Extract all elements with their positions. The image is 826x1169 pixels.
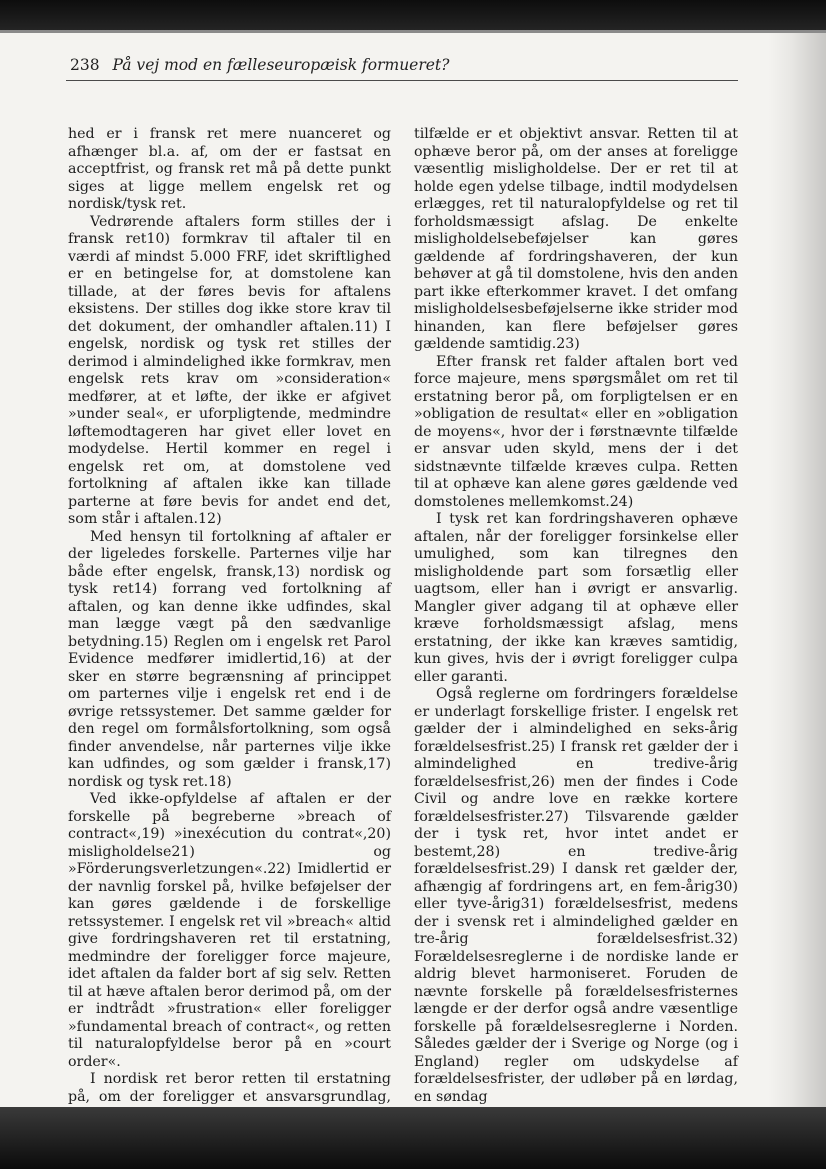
paragraph: Ved ikke-opfyldelse af aftalen er der forskelle på begreberne »breach of contract«,19) »inexécution du contrat«,20) misligholdelse21) og »Förderungsverletzungen«.22) Imidlertid er der navnlig forskel på, hvilke beføjelser der kan gøres gældende i de forskellige retssystemer. I engelsk ret vil »breach« altid give fordringshaveren ret til erstatning, medmindre der foreligger force majeure, idet aftalen da falder bort af sig selv. Retten til at hæve aftalen beror derimod på, om der er indtrådt »frustration« eller foreligger »fundamental breach of contract«, og retten til naturalopfyldelse beror på en »court order«. [68, 791, 391, 1070]
scan-bottom-edge [0, 1107, 826, 1169]
paragraph: I tysk ret kan fordringshaveren ophæve aftalen, når der foreligger forsinkelse eller umulighed, som kan tilregnes den misligholdende part som forsætlig eller uagtsom, eller han i øvrigt er ansvarlig. Mangler giver adgang til at ophæve eller kræve forholdsmæssigt afslag, mens erstatning, der ikke kan kræves samtidig, kun gives, hvis der i øvrigt foreligger culpa eller garanti. [414, 511, 738, 685]
left-column [68, 126, 391, 1141]
paragraph: Vedrørende aftalers form stilles der i fransk ret10) formkrav til aftaler til en værdi af mindst 5.000 FRF, idet skriftlighed er en betingelse for, at domstolene kan tillade, at der føres bevis for aftalens eksistens. Der stilles dog ikke store krav til det dokument, der omhandler aftalen.11) I engelsk, nordisk og tysk ret stilles der derimod i almindelighed ikke formkrav, men engelsk rets krav om »consideration« medfører, at et løfte, der ikke er afgivet »under seal«, er uforpligtende, medmindre løftemodtageren har givet eller lovet en modydelse. Hertil kommer en regel i engelsk ret om, at domstolene ved fortolkning af aftalen ikke kan tillade parterne at føre bevis for andet end det, som står i aftalen.12) [68, 213, 391, 527]
page-number: 238 [70, 56, 100, 74]
paragraph: Med hensyn til fortolkning af aftaler er der ligeledes forskelle. Parternes vilje har både efter engelsk, fransk,13) nordisk og tysk ret14) forrang ved fortolkning af aftalen, og kan denne ikke udfindes, skal man lægge vægt på den sædvanlige betydning.15) Reglen om i engelsk ret Parol Evidence medfører imidlertid,16) at der sker en større begrænsning af princippet om parternes vilje i engelsk ret end i de øvrige retssystemer. Det samme gælder for den regel om formålsfortolkning, som også finder anvendelse, når parternes vilje ikke kan udfindes, og som gælder i fransk,17) nordisk og tysk ret.18) [68, 528, 391, 790]
running-title: På vej mod en fælleseuropæisk formueret? [112, 56, 450, 74]
paragraph: I nordisk ret beror retten til erstatning på, om der foreligger et ansvarsgrundlag, [68, 1071, 391, 1105]
scan-binding-shadow [768, 33, 826, 1108]
header-rule [66, 80, 738, 81]
scan-top-edge [0, 0, 826, 33]
paragraph: hed er i fransk ret mere nuanceret og afhænger bl.a. af, om der er fastsat en acceptfrist, og fransk ret må på dette punkt siges at ligge mellem engelsk ret og nordisk/tysk ret. [68, 126, 391, 212]
paragraph: tilfælde er et objektivt ansvar. Retten til at ophæve beror på, om der anses at foreligge væsentlig misligholdelse. Der er ret til at holde egen ydelse tilbage, indtil modydelsen erlægges, ret til naturalopfyldelse og ret til forholdsmæssigt afslag. De enkelte misligholdelsebeføjelser kan gøres gældende af fordringshaveren, der kun behøver at gå til domstolene, hvis den anden part ikke efterkommer kravet. I det omfang misligholdelsesbeføjelserne ikke strider mod hinanden, kan flere beføjelser gøres gældende samtidig.23) [414, 126, 738, 352]
paragraph: Efter fransk ret falder aftalen bort ved force majeure, mens spørgsmålet om ret til erstatning beror på, om forpligtelsen er en »obligation de resultat« eller en »obligation de moyens«, hvor der i førstnævnte tilfælde er ansvar uden skyld, mens der i det sidstnævnte tilfælde kræves culpa. Retten til at ophæve kan alene gøres gældende ved domstolenes mellemkomst.24) [414, 353, 738, 510]
running-header [70, 56, 738, 74]
paragraph: Også reglerne om fordringers forældelse er underlagt forskellige frister. I engelsk ret gælder der i almindelighed en seks-årig forældelsesfrist.25) I fransk ret gælder der i almindelighed en tredive-årig forældelsesfrist,26) men der findes i Code Civil og andre love en række kortere forældelsesfrister.27) Tilsvarende gælder der i tysk ret, hvor intet andet er bestemt,28) en tredive-årig forældelsesfrist.29) I dansk ret gælder der, afhængig af fordringens art, en fem-årig30) eller tyve-årig31) forældelsesfrist, medens der i svensk ret i almindelighed gælder en tre-årig forældelsesfrist.32) Forældelsesreglerne i de nordiske lande er aldrig blevet harmoniseret. Foruden de nævnte forskelle på forældelsesfristernes længde er der derfor også andre væsentlige forskelle på forældelsesreglerne i Norden. Således gælder der i Sverige og Norge (og i England) regler om udskydelse af forældelsesfrister, der udløber på en lørdag, en søndag [414, 686, 738, 1105]
right-column [414, 126, 738, 1106]
